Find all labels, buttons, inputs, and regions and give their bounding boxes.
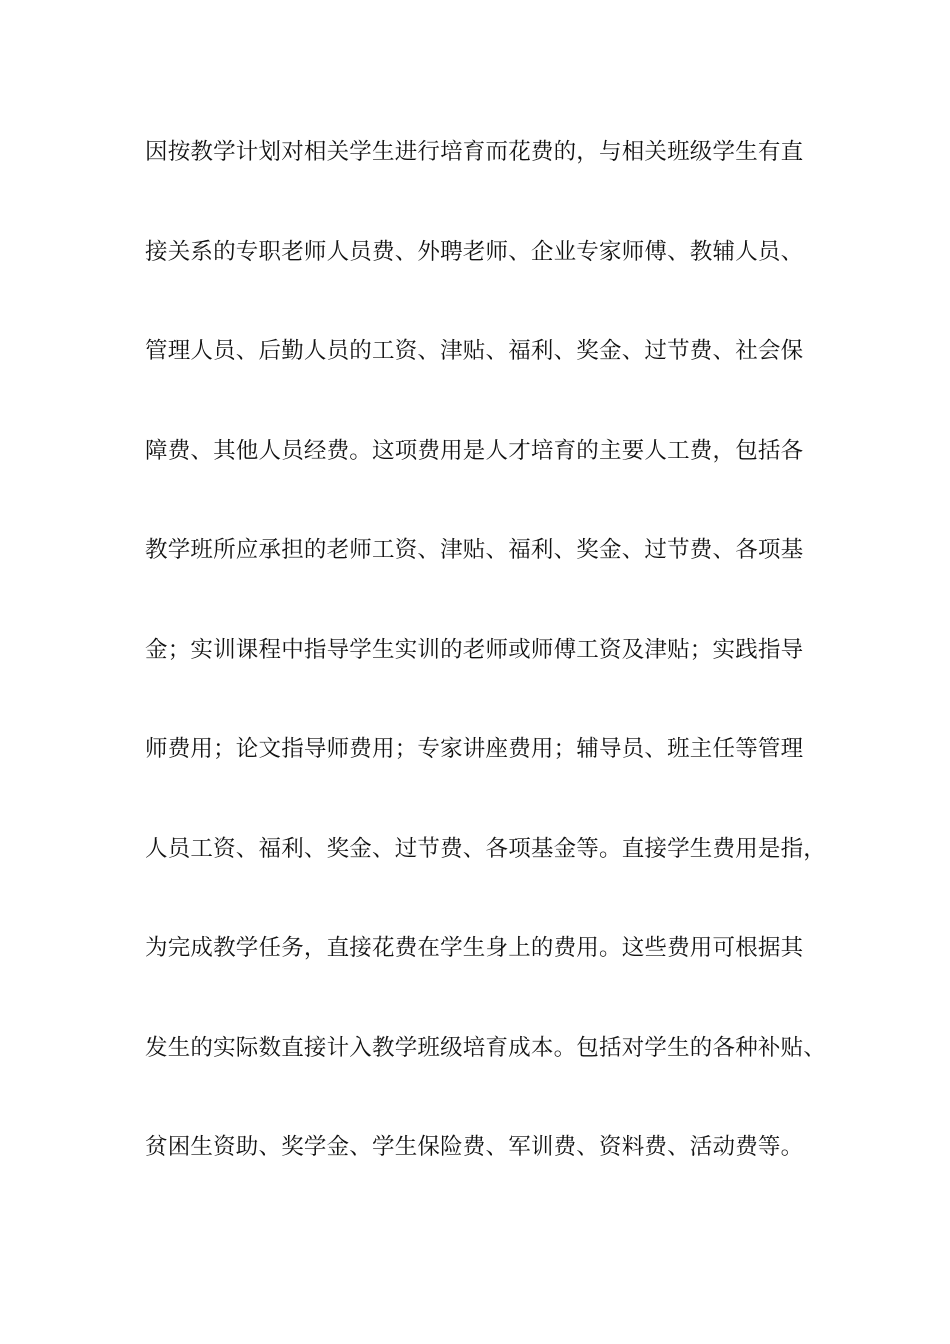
text-line: 为完成教学任务，直接花费在学生身上的费用。这些费用可根据其 <box>145 935 804 961</box>
text-line: 师费用；论文指导师费用；专家讲座费用；辅导员、班主任等管理 <box>145 736 804 762</box>
text-line: 障费、其他人员经费。这项费用是人才培育的主要人工费，包括各 <box>145 437 804 464</box>
text-line: 因按教学计划对相关学生进行培育而花费的，与相关班级学生有直 <box>145 139 804 165</box>
text-line: 金；实训课程中指导学生实训的老师或师傅工资及津贴；实践指导 <box>145 636 804 663</box>
body-paragraph <box>145 128 835 1223</box>
text-line: 教学班所应承担的老师工资、津贴、福利、奖金、过节费、各项基 <box>145 537 804 563</box>
text-line: 管理人员、后勤人员的工资、津贴、福利、奖金、过节费、社会保 <box>145 338 804 364</box>
text-line: 发生的实际数直接计入教学班级培育成本。包括对学生的各种补贴、 <box>145 1034 827 1061</box>
text-line: 人员工资、福利、奖金、过节费、各项基金等。直接学生费用是指， <box>145 835 827 862</box>
text-line: 接关系的专职老师人员费、外聘老师、企业专家师傅、教辅人员、 <box>145 238 804 265</box>
text-line: 贫困生资助、奖学金、学生保险费、军训费、资料费、活动费等。 <box>145 1134 804 1160</box>
